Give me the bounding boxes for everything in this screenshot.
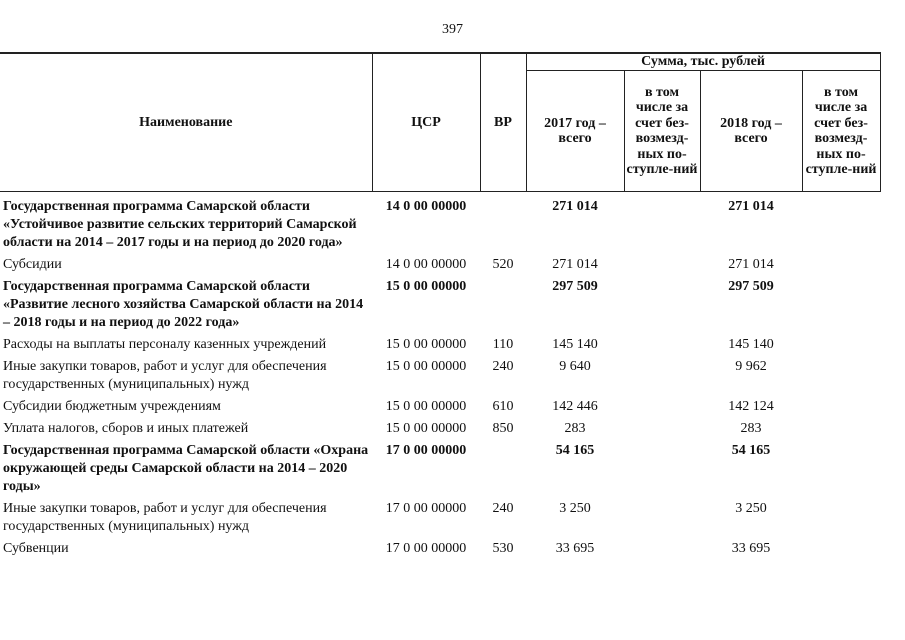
table-header — [0, 53, 880, 192]
row-csr: 15 0 00 00000 — [385, 399, 467, 414]
row-vr: 530 — [492, 541, 514, 556]
row-sum-2018-incl — [802, 276, 880, 334]
row-sum-2018: 142 124 — [728, 399, 774, 414]
row-sum-2017: 9 640 — [559, 359, 591, 374]
row-sum-2018: 3 250 — [735, 501, 767, 516]
row-csr: 15 0 00 00000 — [385, 421, 467, 436]
row-sum-2018: 145 140 — [728, 337, 774, 352]
row-name: Расходы на выплаты персоналу казенных учреждений — [3, 337, 327, 352]
header-2018-total: 2018 год – всего — [700, 71, 802, 192]
row-sum-2018: 54 165 — [731, 443, 771, 458]
row-sum-2017: 271 014 — [552, 199, 598, 214]
row-name: Субвенции — [3, 541, 69, 556]
row-sum-2017: 283 — [564, 421, 586, 436]
row-sum-2017-incl — [624, 334, 700, 356]
row-name: Иные закупки товаров, работ и услуг для обеспечения государственных (муниципальных) нужд — [3, 359, 327, 392]
row-csr: 17 0 00 00000 — [385, 501, 467, 516]
row-sum-2018-incl — [802, 396, 880, 418]
row-sum-2017-incl — [624, 276, 700, 334]
row-sum-2017: 3 250 — [559, 501, 591, 516]
header-2017-incl: в том числе за счет без-возмезд-ных по-ступле-ний — [624, 71, 700, 192]
row-csr: 15 0 00 00000 — [385, 359, 467, 374]
row-sum-2017-incl — [624, 356, 700, 396]
header-2017-total: 2017 год – всего — [526, 71, 624, 192]
row-vr: 610 — [492, 399, 514, 414]
table-row — [0, 498, 880, 538]
row-sum-2017: 297 509 — [552, 279, 598, 294]
row-sum-2018: 283 — [740, 421, 762, 436]
row-sum-2017: 54 165 — [555, 443, 595, 458]
row-sum-2017-incl — [624, 254, 700, 276]
table-body — [0, 192, 880, 561]
row-sum-2017-incl — [624, 440, 700, 498]
row-vr: 520 — [492, 257, 514, 272]
header-2018-incl: в том числе за счет без-возмезд-ных по-ступле-ний — [802, 71, 880, 192]
row-csr: 14 0 00 00000 — [385, 199, 467, 214]
row-vr: 240 — [492, 501, 514, 516]
table-row — [0, 396, 880, 418]
row-sum-2017-incl — [624, 418, 700, 440]
row-sum-2018: 33 695 — [731, 541, 771, 556]
header-sum-group: Сумма, тыс. рублей — [526, 53, 880, 71]
row-sum-2018-incl — [802, 334, 880, 356]
row-vr: 850 — [492, 421, 514, 436]
table-row — [0, 196, 880, 254]
row-sum-2018: 271 014 — [728, 257, 774, 272]
row-csr: 17 0 00 00000 — [385, 443, 467, 458]
row-sum-2018-incl — [802, 538, 880, 560]
table-row — [0, 440, 880, 498]
table-row — [0, 254, 880, 276]
header-csr: ЦСР — [372, 53, 480, 192]
row-csr: 15 0 00 00000 — [385, 279, 467, 294]
row-csr: 14 0 00 00000 — [385, 257, 467, 272]
row-name: Субсидии — [3, 257, 62, 272]
row-sum-2017-incl — [624, 396, 700, 418]
row-sum-2017-incl — [624, 196, 700, 254]
row-sum-2017: 145 140 — [552, 337, 598, 352]
row-csr: 15 0 00 00000 — [385, 337, 467, 352]
row-name: Государственная программа Самарской области «Охрана окружающей среды Самарской области на 2014 – 2020 годы» — [3, 443, 369, 494]
row-sum-2018-incl — [802, 440, 880, 498]
row-sum-2017-incl — [624, 498, 700, 538]
page-number: 397 — [442, 22, 463, 37]
row-name: Иные закупки товаров, работ и услуг для обеспечения государственных (муниципальных) нужд — [3, 501, 327, 534]
row-sum-2018: 271 014 — [728, 199, 774, 214]
row-sum-2018: 9 962 — [735, 359, 767, 374]
row-sum-2017-incl — [624, 538, 700, 560]
row-sum-2018-incl — [802, 498, 880, 538]
row-name: Государственная программа Самарской области «Развитие лесного хозяйства Самарской области на 2014 – 2018 годы и на период до 2022 года» — [3, 279, 364, 330]
table-row — [0, 334, 880, 356]
row-name: Уплата налогов, сборов и иных платежей — [3, 421, 249, 436]
header-name: Наименование — [0, 53, 372, 192]
row-sum-2017: 142 446 — [552, 399, 598, 414]
row-sum-2017: 33 695 — [555, 541, 595, 556]
row-vr — [480, 196, 526, 254]
header-vr: ВР — [480, 53, 526, 192]
row-name: Субсидии бюджетным учреждениям — [3, 399, 221, 414]
row-vr — [480, 440, 526, 498]
table-row — [0, 276, 880, 334]
row-vr: 240 — [492, 359, 514, 374]
row-sum-2017: 271 014 — [552, 257, 598, 272]
row-sum-2018-incl — [802, 196, 880, 254]
row-sum-2018-incl — [802, 418, 880, 440]
row-name: Государственная программа Самарской области «Устойчивое развитие сельских территорий Самарской области на 2014 – 2017 годы и на период до 2020 года» — [3, 199, 357, 250]
table-row — [0, 538, 880, 560]
budget-table — [0, 52, 881, 560]
row-sum-2018-incl — [802, 254, 880, 276]
row-vr: 110 — [492, 337, 514, 352]
row-csr: 17 0 00 00000 — [385, 541, 467, 556]
table-row — [0, 418, 880, 440]
table-row — [0, 356, 880, 396]
row-sum-2018-incl — [802, 356, 880, 396]
row-vr — [480, 276, 526, 334]
row-sum-2018: 297 509 — [728, 279, 774, 294]
